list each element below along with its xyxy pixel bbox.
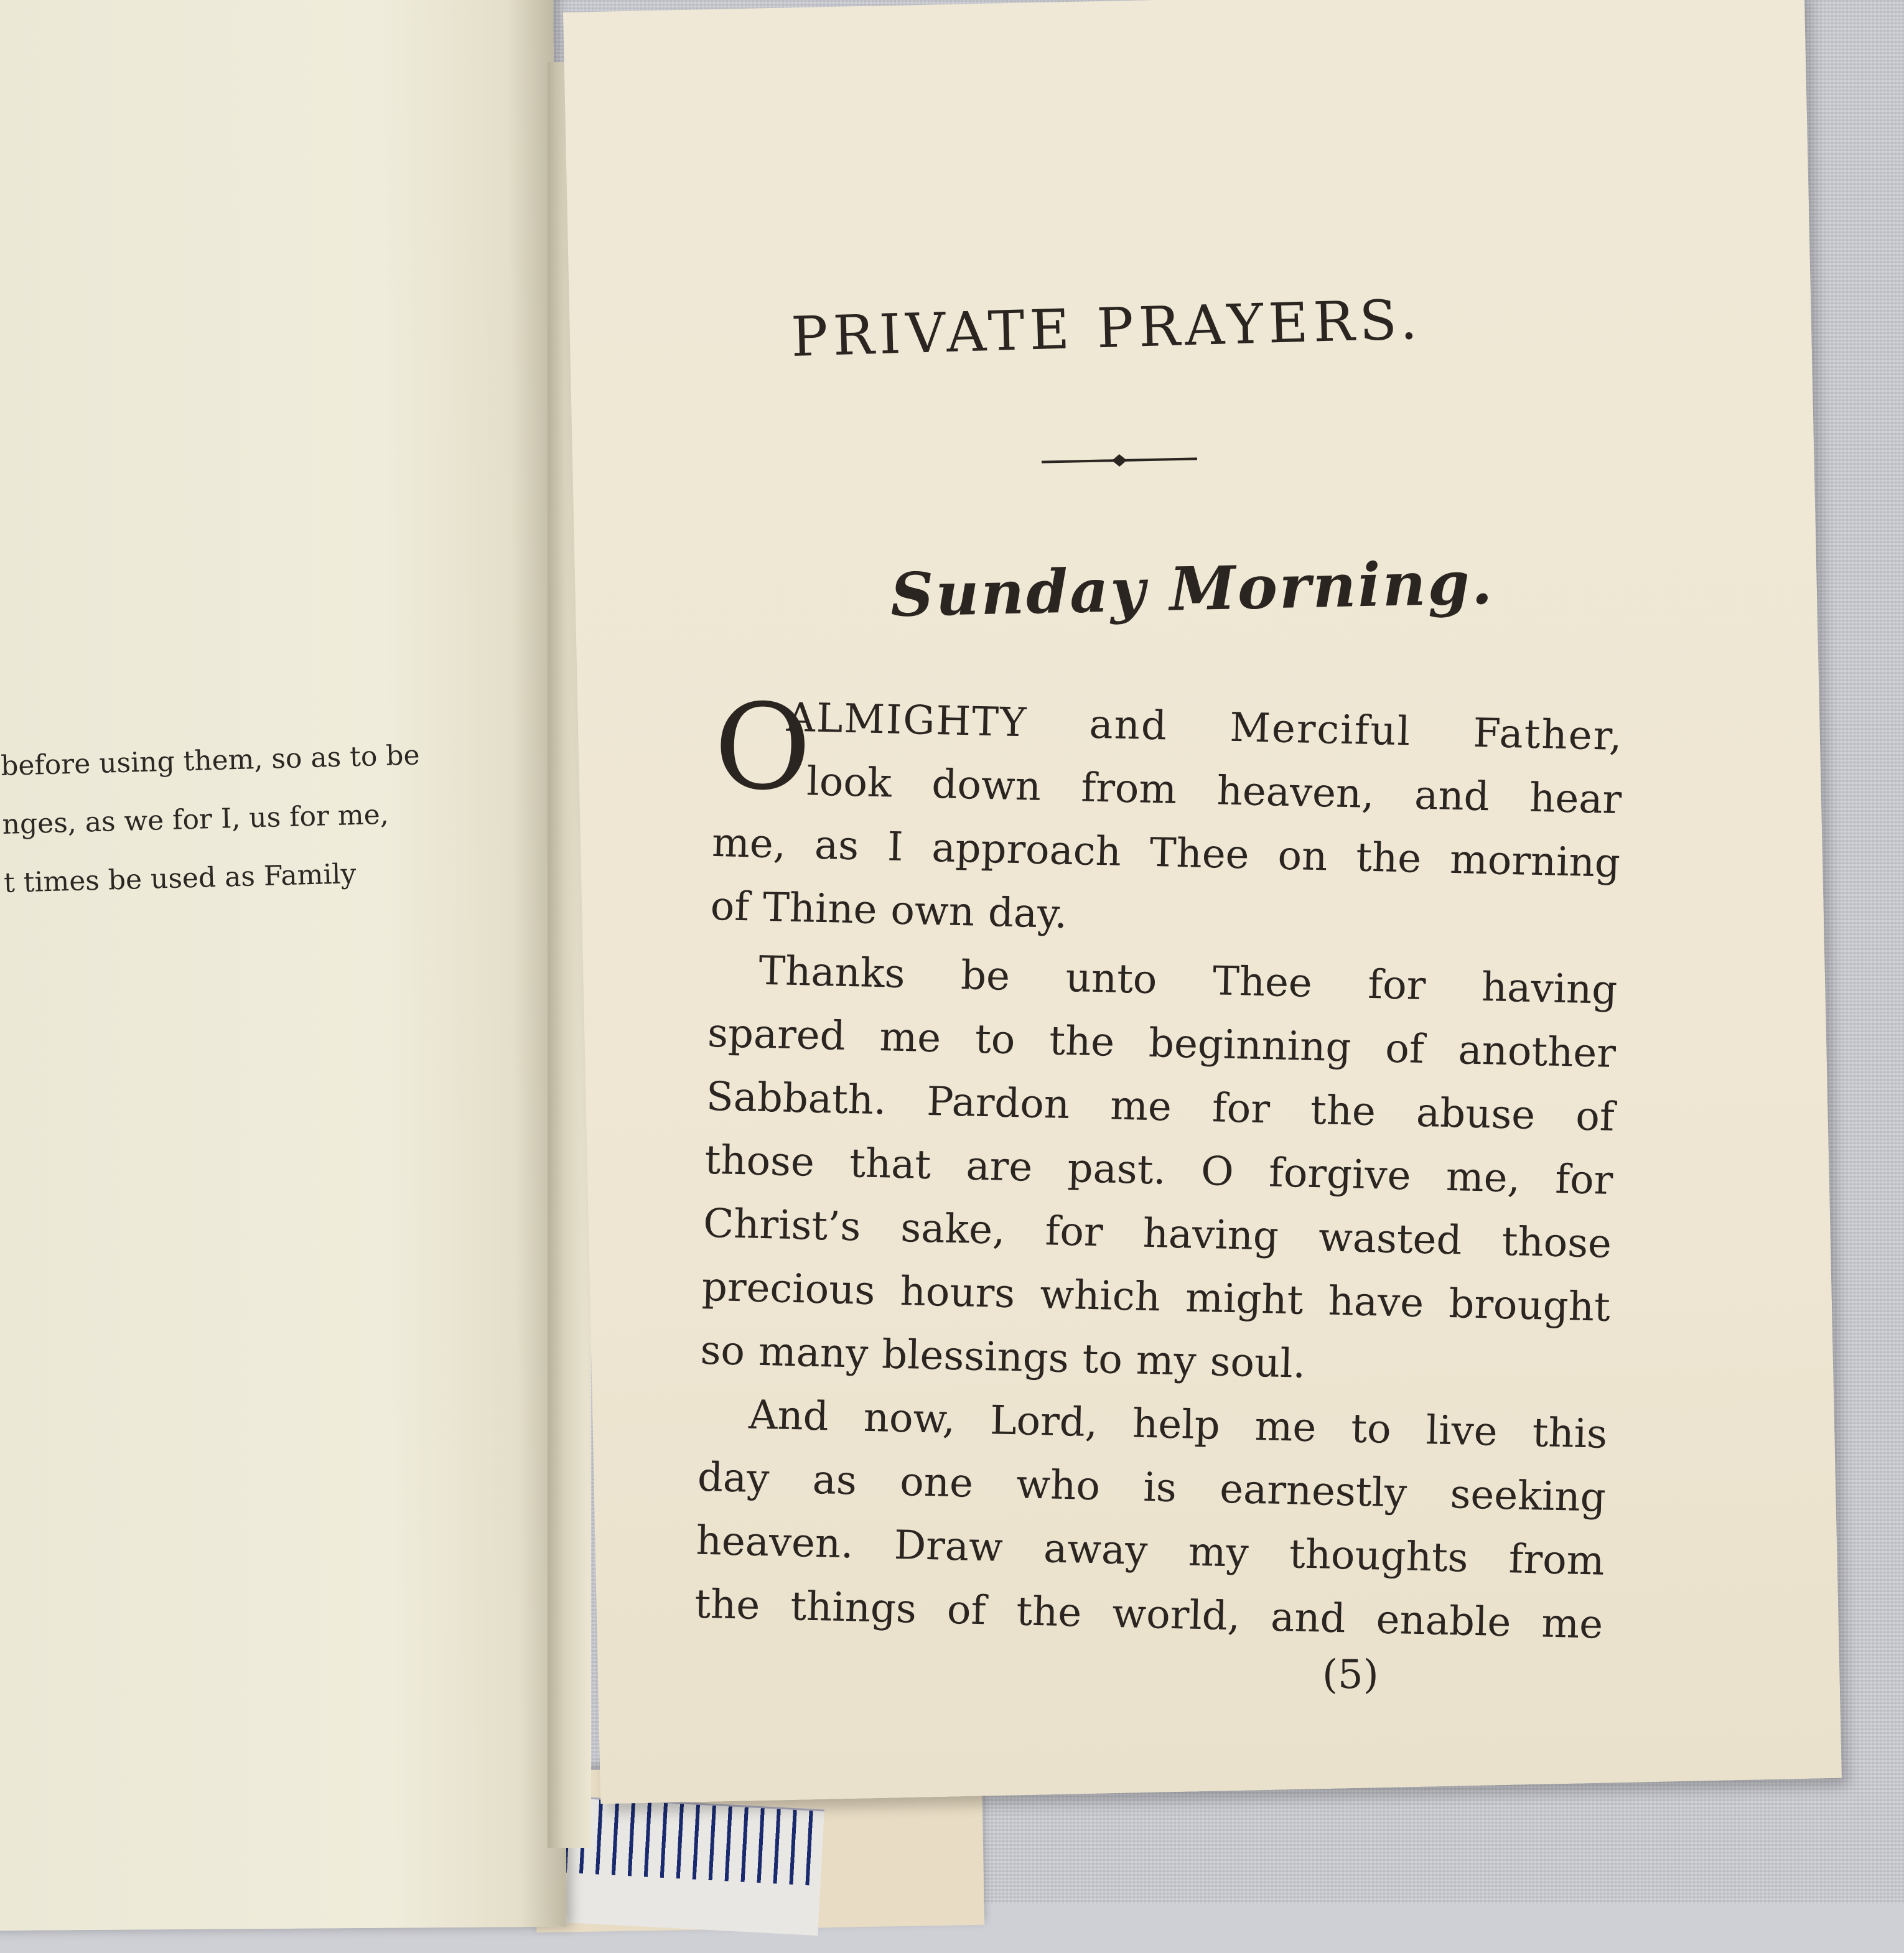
word: hours (899, 1268, 1015, 1318)
word: earnestly (1219, 1466, 1408, 1517)
word: me, (1445, 1154, 1521, 1202)
page-title: PRIVATE PRAYERS. (790, 287, 1424, 369)
word: that (849, 1140, 931, 1189)
word: which (1039, 1272, 1161, 1321)
word: who (1015, 1461, 1101, 1510)
word: Sabbath. (706, 1073, 887, 1124)
page-number: (5) (1322, 1652, 1379, 1698)
left-line: t times be used as Family (3, 858, 357, 899)
word: one (899, 1459, 974, 1507)
word: day (697, 1454, 770, 1503)
left-line: nges, as we for I, us for me, (2, 798, 390, 841)
word: and (1414, 772, 1490, 821)
word: Thee (1149, 829, 1250, 879)
word: day. (987, 890, 1068, 938)
word: look (806, 758, 892, 807)
word: have (1327, 1278, 1424, 1327)
word: down (931, 761, 1042, 810)
word: live (1425, 1407, 1498, 1455)
word: Father, (1472, 710, 1624, 760)
word: thoughts (1289, 1531, 1469, 1582)
word: me (1109, 1083, 1172, 1130)
word: sake, (900, 1205, 1006, 1254)
word: Thee (1212, 958, 1313, 1007)
word: Lord, (989, 1397, 1098, 1447)
word: wasted (1318, 1214, 1463, 1264)
word: Draw (894, 1522, 1004, 1571)
word: and (1088, 701, 1169, 750)
word: so (699, 1327, 745, 1375)
word: for (1554, 1156, 1614, 1204)
word: of (1384, 1025, 1425, 1073)
word: my (1136, 1337, 1197, 1385)
prayer-text (694, 678, 1624, 1657)
opening-paragraph-head (712, 678, 1624, 832)
word: help (1132, 1401, 1221, 1449)
word: heaven, (1216, 768, 1375, 818)
word: on (1277, 832, 1328, 880)
word: might (1185, 1275, 1304, 1324)
word: be (960, 953, 1010, 1000)
section-heading: Sunday Morning. (890, 547, 1495, 630)
word: world, (1111, 1590, 1241, 1640)
word: abuse (1416, 1089, 1536, 1139)
word: me (1541, 1600, 1603, 1648)
word: enable (1375, 1596, 1512, 1646)
word: I (887, 824, 904, 870)
drop-cap: O (712, 678, 813, 818)
word: precious (701, 1264, 876, 1315)
word: past. (1066, 1145, 1167, 1194)
word: of (946, 1587, 987, 1634)
word: to (1350, 1405, 1392, 1453)
word: for (1044, 1208, 1104, 1256)
left-page (0, 0, 567, 1931)
word: And (748, 1392, 829, 1440)
word: to (1081, 1336, 1123, 1384)
word: Merciful (1229, 704, 1412, 755)
word: the (1355, 834, 1422, 882)
word: of (1575, 1093, 1615, 1140)
word: unto (1065, 954, 1158, 1004)
word: Thanks (758, 948, 906, 998)
word: are (965, 1143, 1034, 1191)
word: and (1270, 1594, 1346, 1643)
word: from (1508, 1536, 1605, 1585)
word: me (879, 1014, 941, 1062)
word: beginning (1148, 1020, 1352, 1071)
word: spared (707, 1010, 846, 1060)
word: ALMIGHTY (785, 694, 1028, 747)
word: own (890, 887, 975, 936)
word: having (1142, 1210, 1279, 1260)
word: seeking (1449, 1471, 1607, 1521)
word: as (814, 822, 859, 870)
word: me (1254, 1403, 1317, 1452)
word: for (1367, 961, 1427, 1010)
word: many (758, 1328, 869, 1377)
word: to (974, 1016, 1016, 1064)
word: blessings (881, 1331, 1070, 1382)
word: now, (862, 1394, 956, 1443)
word: O (1200, 1148, 1234, 1196)
word: hear (1529, 775, 1622, 824)
word: Christ’s (702, 1200, 862, 1251)
word: Pardon (926, 1078, 1070, 1129)
word: having (1481, 964, 1618, 1014)
word: Thine (762, 884, 878, 933)
left-line: before using them, so as to be (0, 739, 421, 782)
word: those (704, 1137, 815, 1186)
word: is (1142, 1464, 1177, 1512)
word: morning (1449, 836, 1621, 887)
word: the (694, 1581, 761, 1629)
word: as (812, 1457, 857, 1504)
word: soul. (1209, 1339, 1306, 1387)
word: of (710, 883, 750, 931)
word: the (1310, 1087, 1376, 1135)
word: my (1188, 1529, 1249, 1577)
word: another (1457, 1027, 1617, 1077)
word: this (1531, 1410, 1608, 1458)
word: approach (931, 824, 1122, 875)
word: away (1043, 1526, 1149, 1575)
left-page-text (0, 725, 459, 913)
word: the (1048, 1018, 1115, 1066)
word: heaven. (695, 1517, 854, 1568)
word: those (1501, 1218, 1612, 1267)
word: forgive (1268, 1150, 1412, 1200)
word: me, (711, 819, 786, 868)
word: brought (1448, 1281, 1611, 1331)
word: things (790, 1583, 917, 1633)
word: the (1015, 1588, 1083, 1636)
word: from (1080, 765, 1177, 813)
word: for (1211, 1085, 1271, 1133)
